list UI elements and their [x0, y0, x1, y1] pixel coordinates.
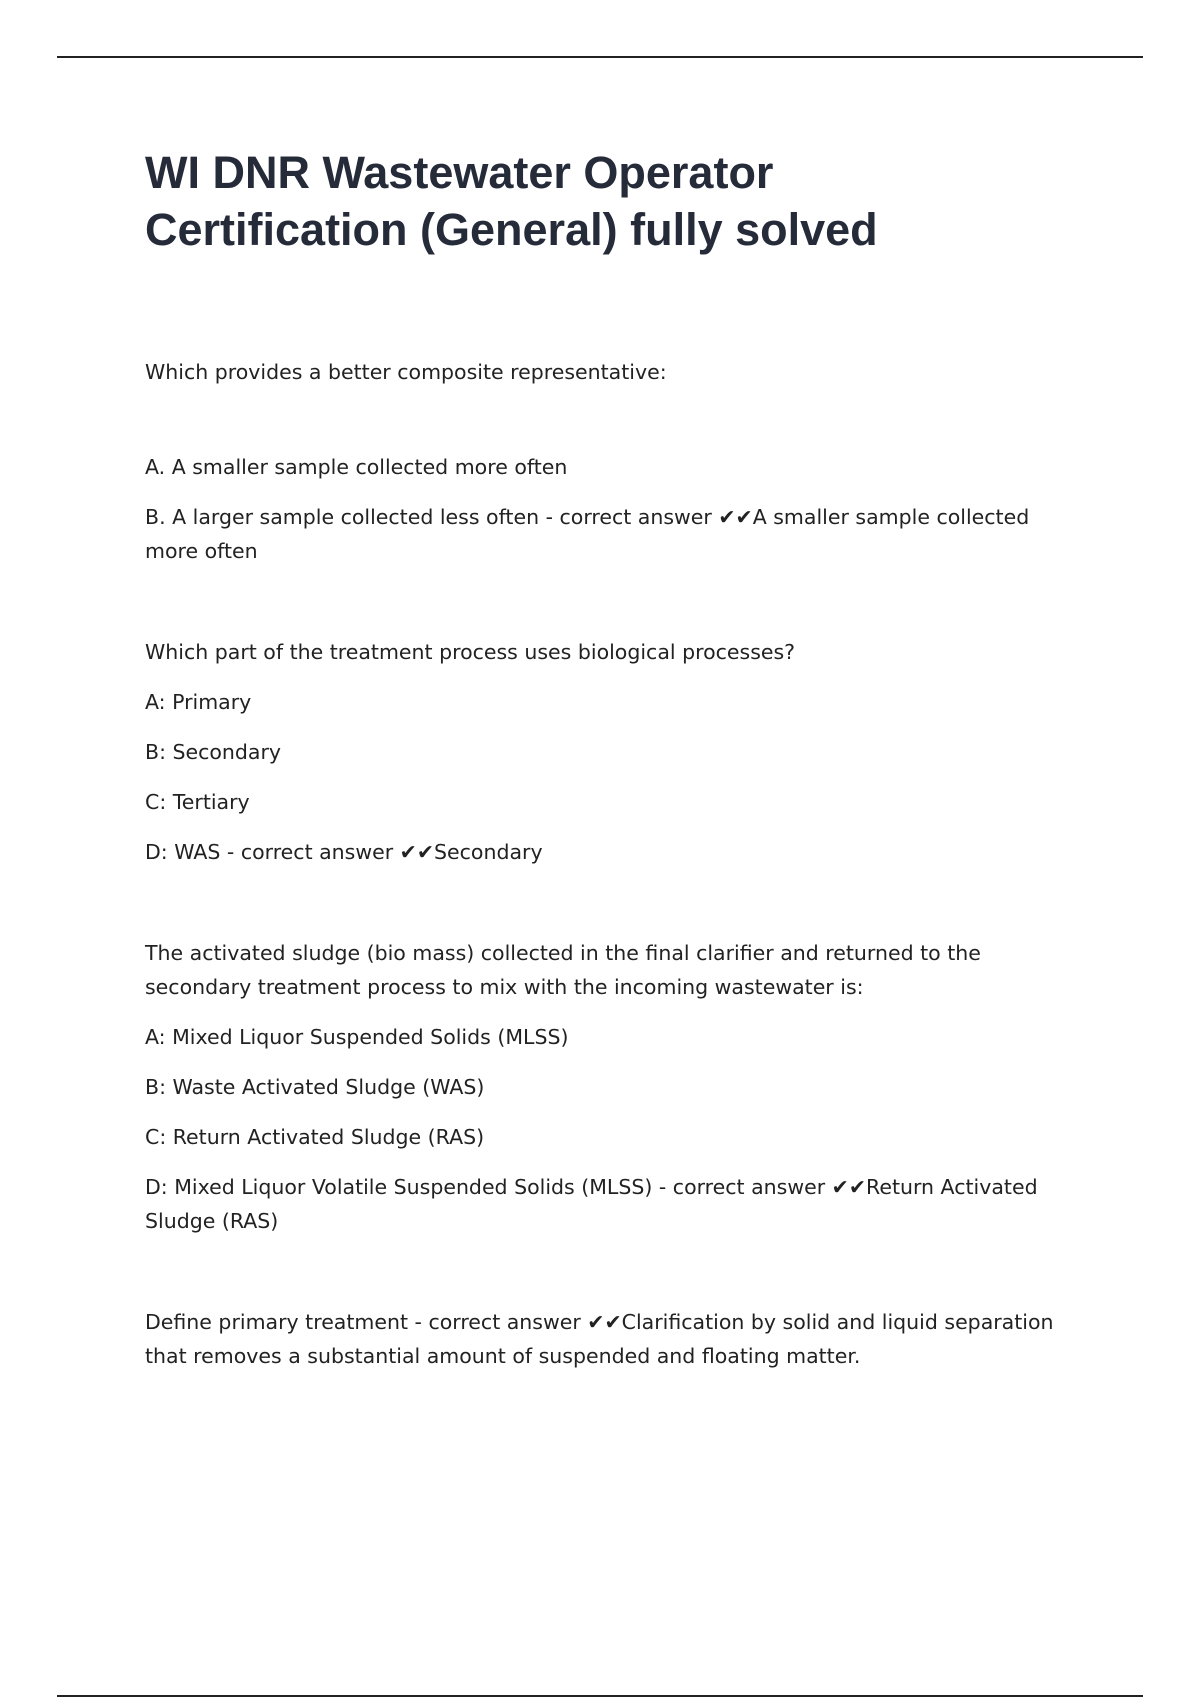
question-3-option-d: D: Mixed Liquor Volatile Suspended Solids (MLSS) - correct answer ✔✔Return Activated Sludge (RAS) [145, 1175, 1038, 1233]
question-3-option-b: B: Waste Activated Sludge (WAS) [145, 1075, 485, 1099]
title-line-1: WI DNR Wastewater Operator [145, 147, 774, 198]
question-list [145, 355, 1085, 1373]
question-2-option-b: B: Secondary [145, 740, 282, 764]
document-title [145, 144, 1085, 258]
question-3-prompt: The activated sludge (bio mass) collected in the final clarifier and returned to the secondary treatment process to mix with the incoming wastewater is: [145, 941, 981, 999]
question-1-option-b: B. A larger sample collected less often - correct answer ✔✔A smaller sample collected more often [145, 505, 1030, 563]
title-line-2: Certification (General) fully solved [145, 204, 878, 255]
question-2-option-d: D: WAS - correct answer ✔✔Secondary [145, 840, 543, 864]
question-1-option-a: A. A smaller sample collected more often [145, 455, 568, 479]
question-1-prompt: Which provides a better composite representative: [145, 360, 667, 384]
question-3-option-a: A: Mixed Liquor Suspended Solids (MLSS) [145, 1025, 569, 1049]
top-divider [57, 56, 1143, 58]
question-2-option-a: A: Primary [145, 690, 252, 714]
question-2-prompt: Which part of the treatment process uses biological processes? [145, 640, 796, 664]
question-3-option-c: C: Return Activated Sludge (RAS) [145, 1125, 485, 1149]
question-4-prompt: Define primary treatment - correct answer ✔✔Clarification by solid and liquid separation that removes a substantial amount of suspended and floating matter. [145, 1310, 1054, 1368]
bottom-divider [57, 1695, 1143, 1697]
question-2-option-c: C: Tertiary [145, 790, 250, 814]
